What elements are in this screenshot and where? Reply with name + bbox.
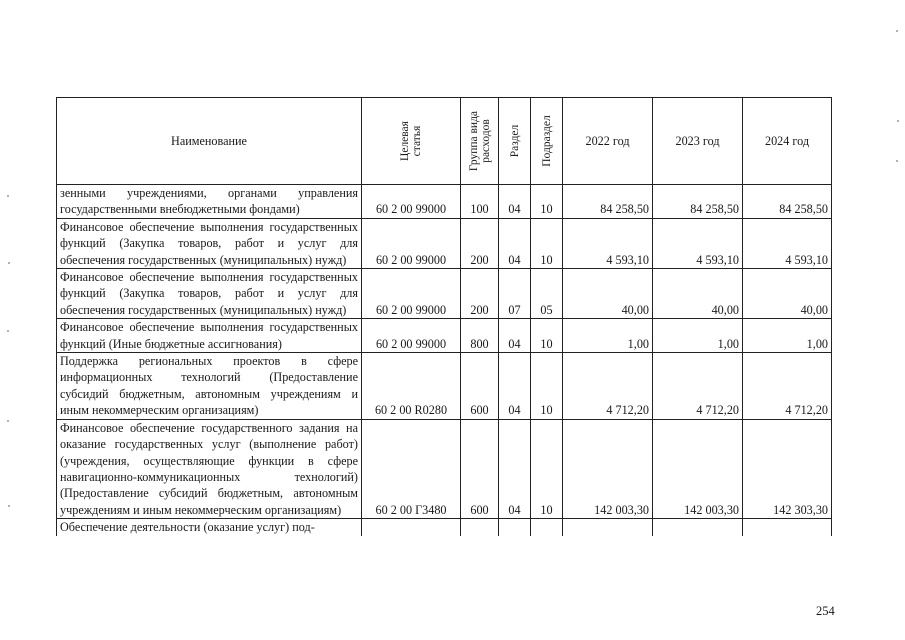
row-2024: 4 712,20 xyxy=(743,353,832,420)
row-section: 04 xyxy=(499,319,531,353)
table-row xyxy=(57,269,832,319)
budget-table xyxy=(56,97,832,536)
page-number: 254 xyxy=(816,604,835,618)
row-section: 04 xyxy=(499,353,531,420)
header-expense-group: Группа вида расходов xyxy=(461,98,499,185)
row-2022: 40,00 xyxy=(563,269,653,319)
row-group: 100 xyxy=(461,185,499,219)
row-name: Финансовое обеспечение выполнения государственных функций (Закупка товаров, работ и услуг для обеспечения государственных (муниципальных) нужд) xyxy=(57,218,362,268)
row-section: 04 xyxy=(499,419,531,518)
row-group: 600 xyxy=(461,419,499,518)
row-target: 60 2 00 Г3480 xyxy=(362,419,461,518)
row-section: 04 xyxy=(499,218,531,268)
row-name: зенными учреждениями, органами управления государственными внебюджетными фондами) xyxy=(57,185,362,219)
row-target xyxy=(362,519,461,536)
header-2022: 2022 год xyxy=(563,98,653,185)
row-subsection: 10 xyxy=(531,218,563,268)
row-group: 200 xyxy=(461,269,499,319)
row-2023: 142 003,30 xyxy=(653,419,743,518)
table-row xyxy=(57,419,832,518)
row-group: 600 xyxy=(461,353,499,420)
row-target: 60 2 00 R0280 xyxy=(362,353,461,420)
row-2023: 1,00 xyxy=(653,319,743,353)
row-2022: 4 712,20 xyxy=(563,353,653,420)
row-target: 60 2 00 99000 xyxy=(362,218,461,268)
row-2024: 4 593,10 xyxy=(743,218,832,268)
row-section: 04 xyxy=(499,185,531,219)
row-name: Обеспечение деятельности (оказание услуг) под- xyxy=(57,519,362,536)
row-subsection: 10 xyxy=(531,319,563,353)
row-2023 xyxy=(653,519,743,536)
header-name: Наименование xyxy=(57,98,362,185)
row-subsection xyxy=(531,519,563,536)
row-group xyxy=(461,519,499,536)
row-2022 xyxy=(563,519,653,536)
row-section: 07 xyxy=(499,269,531,319)
row-2023: 40,00 xyxy=(653,269,743,319)
row-2024: 1,00 xyxy=(743,319,832,353)
table-row-continued xyxy=(57,519,832,536)
table-row xyxy=(57,185,832,219)
header-subsection: Подраздел xyxy=(531,98,563,185)
row-2022: 84 258,50 xyxy=(563,185,653,219)
row-subsection: 10 xyxy=(531,185,563,219)
row-2024: 142 303,30 xyxy=(743,419,832,518)
row-name: Финансовое обеспечение выполнения государственных функций (Закупка товаров, работ и услуг для обеспечения государственных (муниципальных) нужд) xyxy=(57,269,362,319)
header-section: Раздел xyxy=(499,98,531,185)
row-subsection: 05 xyxy=(531,269,563,319)
row-target: 60 2 00 99000 xyxy=(362,319,461,353)
header-2024: 2024 год xyxy=(743,98,832,185)
row-name: Поддержка региональных проектов в сфере информационных технологий (Предоставление субсидий бюджетным, автономным учреждениям и иным некоммерческим организациям) xyxy=(57,353,362,420)
row-2022: 4 593,10 xyxy=(563,218,653,268)
header-target-article: Целевая статья xyxy=(362,98,461,185)
row-name: Финансовое обеспечение выполнения государственных функций (Иные бюджетные ассигнования) xyxy=(57,319,362,353)
row-2023: 4 712,20 xyxy=(653,353,743,420)
row-2022: 1,00 xyxy=(563,319,653,353)
table-row xyxy=(57,319,832,353)
header-2023: 2023 год xyxy=(653,98,743,185)
table-row xyxy=(57,353,832,420)
row-2022: 142 003,30 xyxy=(563,419,653,518)
row-name: Финансовое обеспечение государственного задания на оказание государственных услуг (выполнение работ) (учреждения, осуществляющие функции в сфере навигационно-коммуникационных технологий) (Предоставление субсидий бюджетным, автономным учреждениям и иным некоммерческим организациям) xyxy=(57,419,362,518)
table-header-row xyxy=(57,98,832,185)
row-target: 60 2 00 99000 xyxy=(362,185,461,219)
row-subsection: 10 xyxy=(531,353,563,420)
row-2023: 84 258,50 xyxy=(653,185,743,219)
row-2024: 40,00 xyxy=(743,269,832,319)
row-target: 60 2 00 99000 xyxy=(362,269,461,319)
row-2023: 4 593,10 xyxy=(653,218,743,268)
table-row xyxy=(57,218,832,268)
row-subsection: 10 xyxy=(531,419,563,518)
row-group: 800 xyxy=(461,319,499,353)
row-group: 200 xyxy=(461,218,499,268)
row-section xyxy=(499,519,531,536)
row-2024: 84 258,50 xyxy=(743,185,832,219)
row-2024 xyxy=(743,519,832,536)
